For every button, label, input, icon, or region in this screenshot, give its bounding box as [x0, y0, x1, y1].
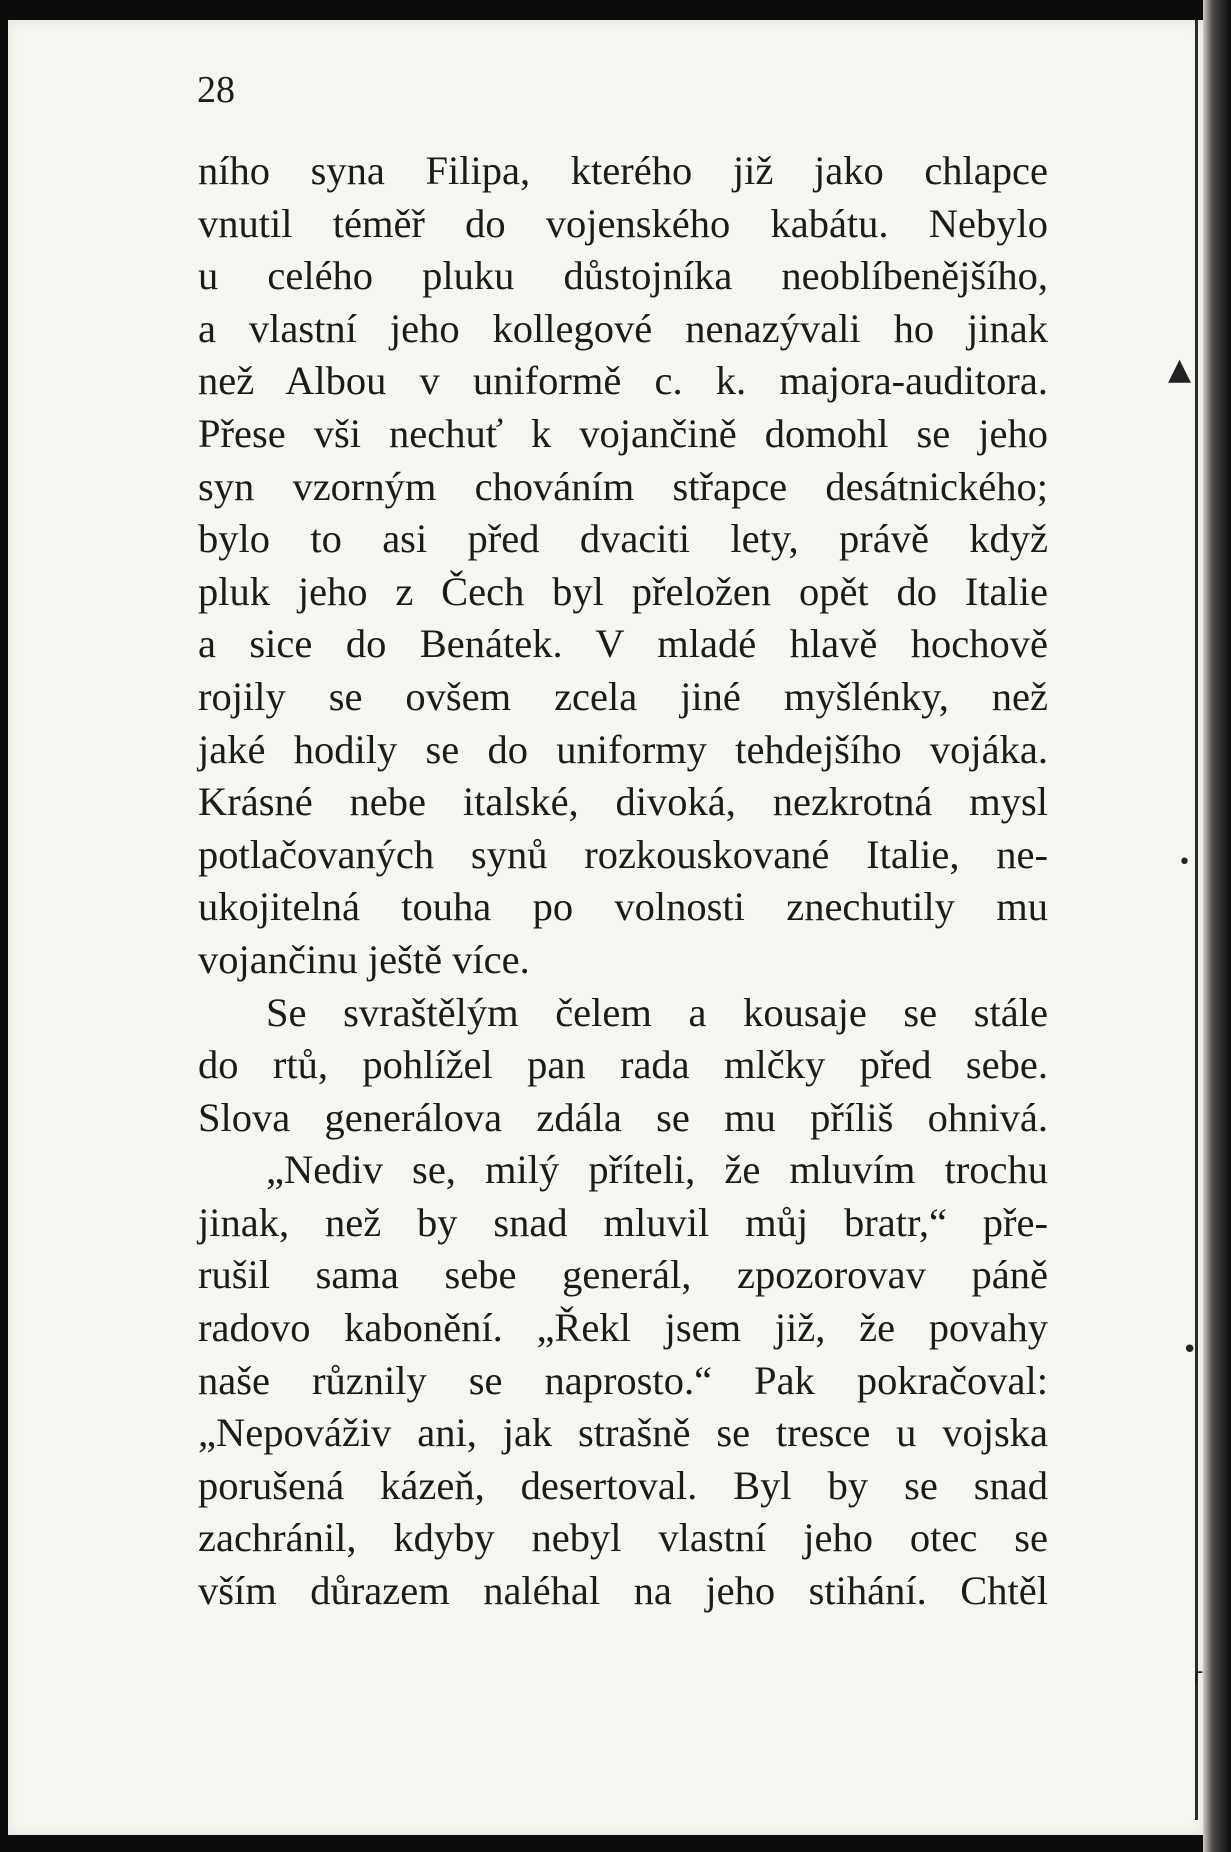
- text-line: bylo to asi před dvaciti lety, právě když: [198, 516, 1048, 562]
- text-line: porušená kázeň, desertoval. Byl by se snad: [198, 1462, 1048, 1508]
- text-line: u celého pluku důstojníka neoblíbenějšího,: [198, 253, 1048, 299]
- page-number: 28: [197, 69, 235, 111]
- margin-speck: •: [1182, 1335, 1198, 1365]
- text-line: zachránil, kdyby nebyl vlastní jeho otec se: [198, 1515, 1048, 1561]
- text-line: vojančinu ještě více.: [198, 936, 530, 982]
- text-line: naše různily se naprosto.“ Pak pokračoval:: [198, 1357, 1048, 1403]
- text-line: Krásné nebe italské, divoká, nezkrotná mysl: [198, 779, 1048, 825]
- text-line: radovo kabonění. „Řekl jsem již, že povahy: [198, 1305, 1048, 1351]
- text-line: Slova generálova zdála se mu příliš ohnivá.: [198, 1094, 1048, 1140]
- text-line: do rtů, pohlížel pan rada mlčky před sebe.: [198, 1042, 1048, 1088]
- text-line: vnutil téměř do vojenského kabátu. Nebylo: [198, 200, 1048, 246]
- margin-speck: •: [1178, 850, 1191, 875]
- text-line: „Nepováživ ani, jak strašně se tresce u vojska: [198, 1410, 1048, 1456]
- text-line: potlačovaných synů rozkouskované Italie, ne-: [198, 831, 1048, 877]
- text-line: ukojitelná touha po volnosti znechutily mu: [198, 884, 1048, 930]
- page-edge: [1195, 20, 1198, 1820]
- margin-speck: ▲: [1168, 352, 1192, 387]
- text-line: rušil sama sebe generál, zpozorovav páně: [198, 1252, 1048, 1298]
- text-line: a sice do Benátek. V mladé hlavě hochově: [198, 621, 1048, 667]
- text-line: ního syna Filipa, kterého již jako chlapce: [198, 148, 1048, 193]
- text-line: jaké hodily se do uniformy tehdejšího vojáka.: [198, 726, 1048, 772]
- text-line: „Nediv se, milý příteli, že mluvím trochu: [266, 1147, 1048, 1193]
- text-line: rojily se ovšem zcela jiné myšlénky, než: [198, 673, 1048, 719]
- text-line: jinak, než by snad mluvil můj bratr,“ pře-: [198, 1199, 1048, 1245]
- text-line: než Albou v uniformě c. k. majora-auditora.: [198, 358, 1048, 404]
- binding-shadow: [1203, 0, 1231, 1852]
- body-text: [198, 145, 1048, 1618]
- text-line: syn vzorným chováním střapce desátnického;: [198, 463, 1048, 509]
- text-line: a vlastní jeho kollegové nenazývali ho jinak: [198, 305, 1048, 351]
- text-line: Přese vši nechuť k vojančině domohl se jeho: [198, 410, 1048, 456]
- margin-speck: ╭: [1190, 1660, 1203, 1684]
- text-line: vším důrazem naléhal na jeho stihání. Chtěl: [198, 1568, 1048, 1614]
- text-line: pluk jeho z Čech byl přeložen opět do Italie: [198, 568, 1048, 614]
- text-line: Se svraštělým čelem a kousaje se stále: [266, 989, 1048, 1035]
